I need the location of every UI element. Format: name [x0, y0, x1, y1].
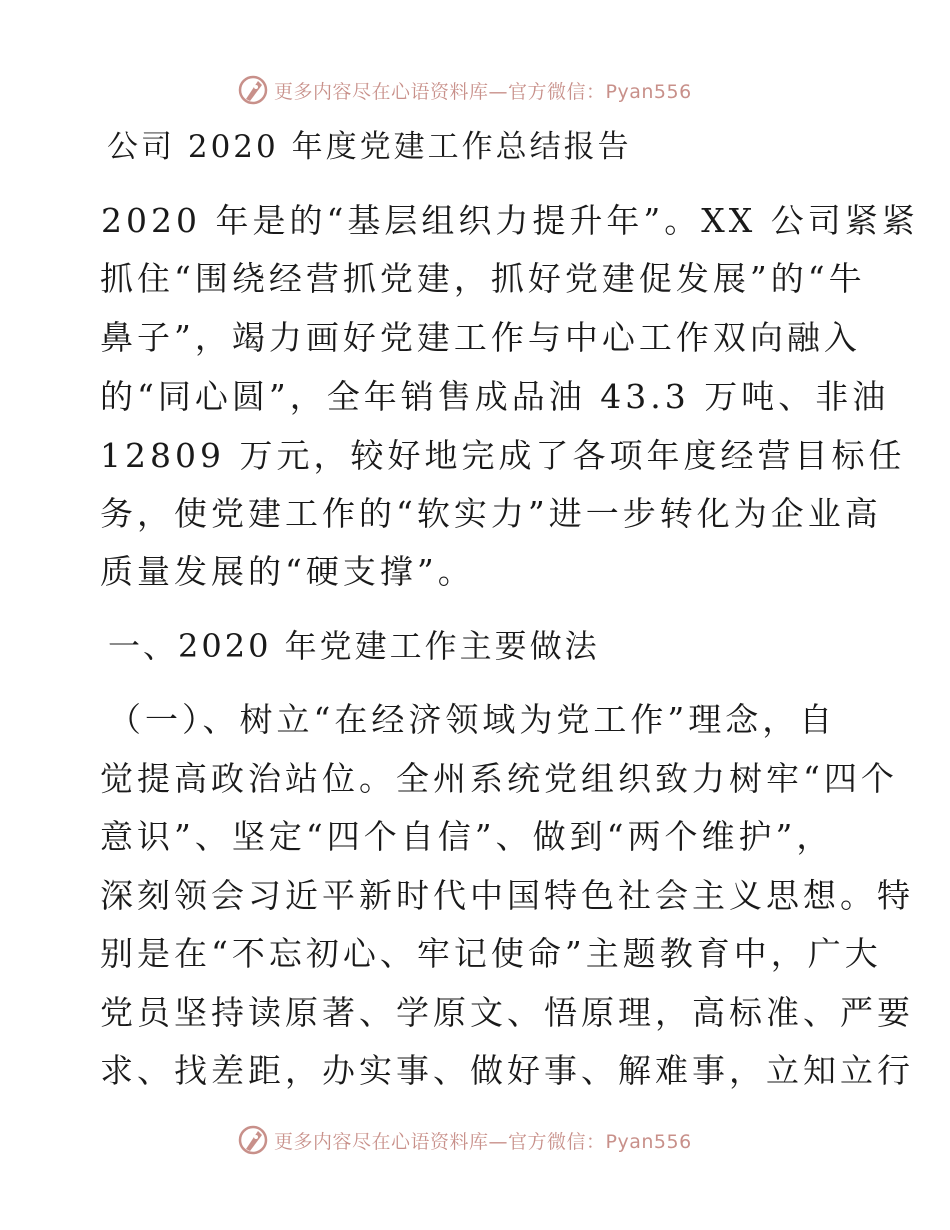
subsection-line: 深刻领会习近平新时代中国特色社会主义思想。特 — [100, 876, 914, 915]
subsection-line: 党员坚持读原著、学原文、悟原理，高标准、严要 — [100, 993, 914, 1032]
subsection-line: 别是在“不忘初心、牢记使命”主题教育中，广大 — [100, 934, 882, 973]
paragraph-line: 务，使党建工作的“软实力”进一步转化为企业高 — [100, 494, 882, 533]
subsection-line: 意识”、坚定“四个自信”、做到“两个维护”， — [100, 817, 834, 856]
watermark-text: 更多内容尽在心语资料库—官方微信：Pyan556 — [274, 80, 692, 103]
subsection-line: 求、找差距，办实事、做好事、解难事，立知立行 — [100, 1051, 914, 1090]
paragraph-line: 的“同心圆”，全年销售成品油 43.3 万吨、非油 — [100, 377, 890, 416]
paragraph-line: 抓住“围绕经营抓党建，抓好党建促发展”的“牛 — [100, 259, 866, 298]
watermark-footer — [236, 1122, 692, 1158]
document-title: 公司 2020 年度党建工作总结报告 — [107, 129, 632, 165]
pen-nib-circle-icon — [236, 1123, 270, 1157]
paragraph-line: 2020 年是的“基层组织力提升年”。XX 公司紧紧 — [101, 201, 919, 240]
watermark-header — [236, 72, 692, 108]
paragraph-line: 12809 万元，较好地完成了各项年度经营目标任 — [100, 436, 906, 475]
paragraph-line: 鼻子”，竭力画好党建工作与中心工作双向融入 — [100, 318, 861, 357]
section-heading: 一、2020 年党建工作主要做法 — [108, 627, 600, 665]
subsection-line: （一）、树立“在经济领域为党工作”理念，自 — [108, 700, 837, 739]
pen-nib-circle-icon — [236, 73, 270, 107]
watermark-text: 更多内容尽在心语资料库—官方微信：Pyan556 — [274, 1130, 692, 1153]
paragraph-line: 质量发展的“硬支撑”。 — [100, 552, 475, 591]
subsection-line: 觉提高政治站位。全州系统党组织致力树牢“四个 — [100, 759, 898, 798]
